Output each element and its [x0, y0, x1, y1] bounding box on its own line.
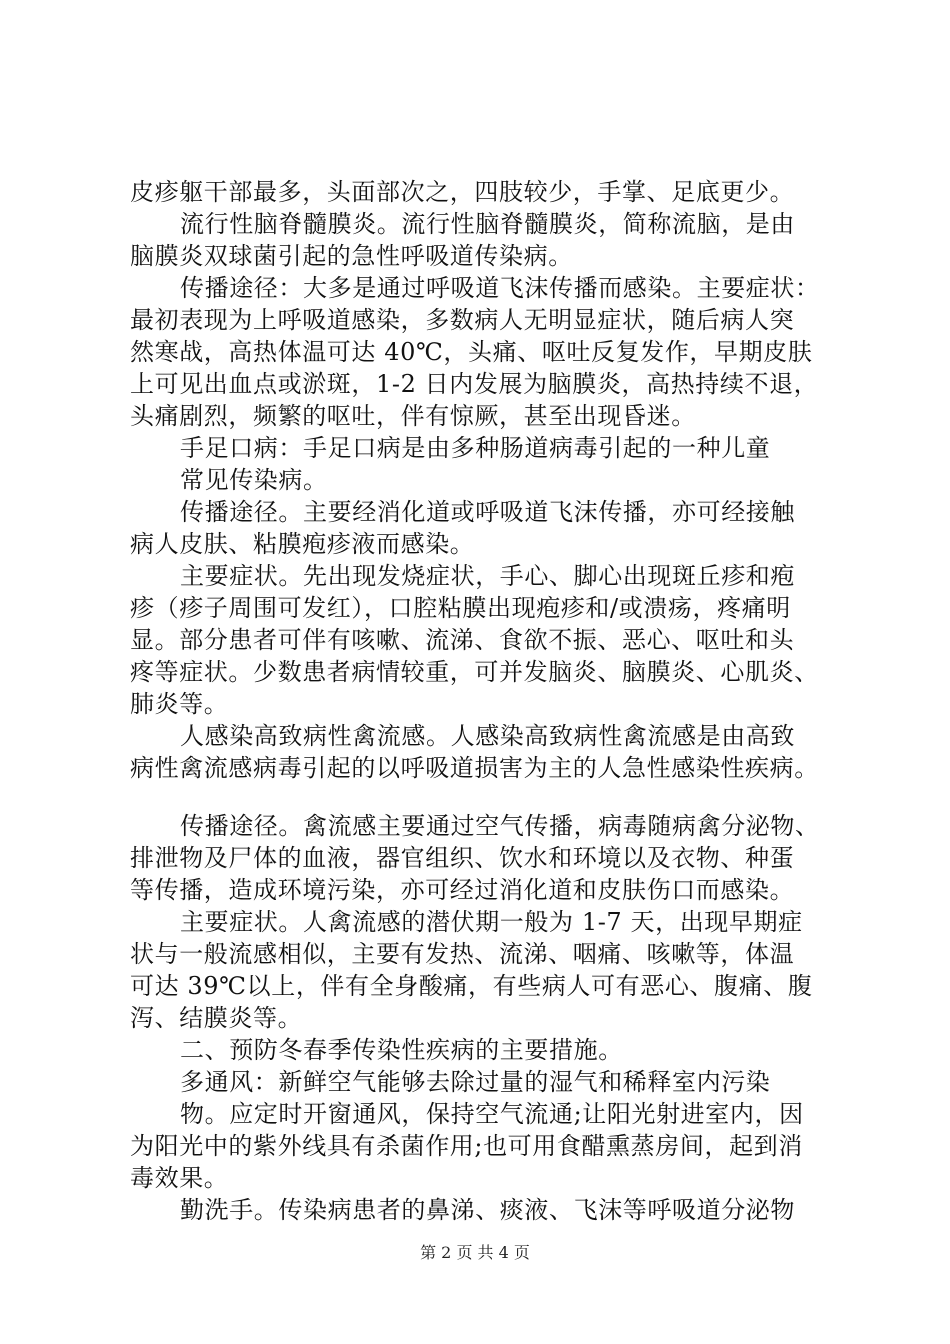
- text-line: 可达 39℃以上，伴有全身酸痛，有些病人可有恶心、腹痛、腹: [130, 972, 813, 1000]
- text-line: 毒效果。: [130, 1164, 229, 1192]
- text-line: 上可见出血点或淤斑，1-2 日内发展为脑膜炎，高热持续不退，: [130, 370, 819, 398]
- text-line: 常见传染病。: [180, 466, 328, 494]
- text-line: 显。部分患者可伴有咳嗽、流涕、食欲不振、恶心、呕吐和头: [130, 626, 795, 654]
- text-line: 头痛剧烈，频繁的呕吐，伴有惊厥，甚至出现昏迷。: [130, 402, 696, 430]
- text-line: 排泄物及尸体的血液，器官组织、饮水和环境以及衣物、种蛋: [130, 844, 795, 872]
- text-line: 人感染高致病性禽流感。人感染高致病性禽流感是由高致: [180, 722, 795, 750]
- text-line: 物。应定时开窗通风，保持空气流通;让阳光射进室内，因: [180, 1100, 804, 1128]
- text-line: 疹（疹子周围可发红），口腔粘膜出现疱疹和/或溃疡，疼痛明: [130, 594, 791, 622]
- text-line: 主要症状。人禽流感的潜伏期一般为 1-7 天，出现早期症: [180, 908, 803, 936]
- text-line: 传播途径：大多是通过呼吸道飞沫传播而感染。主要症状：: [180, 274, 820, 302]
- text-line: 最初表现为上呼吸道感染，多数病人无明显症状，随后病人突: [130, 306, 795, 334]
- text-line: 主要症状。先出现发烧症状，手心、脚心出现斑丘疹和疱: [180, 562, 795, 590]
- text-line: 病人皮肤、粘膜疱疹液而感染。: [130, 530, 475, 558]
- text-line: 勤洗手。传染病患者的鼻涕、痰液、飞沫等呼吸道分泌物: [180, 1196, 795, 1224]
- text-line: 脑膜炎双球菌引起的急性呼吸道传染病。: [130, 242, 573, 270]
- text-line: 状与一般流感相似，主要有发热、流涕、咽痛、咳嗽等，体温: [130, 940, 795, 968]
- text-line: 为阳光中的紫外线具有杀菌作用;也可用食醋熏蒸房间，起到消: [130, 1132, 803, 1160]
- text-line: 等传播，造成环境污染，亦可经过消化道和皮肤伤口而感染。: [130, 876, 795, 904]
- text-line: 皮疹躯干部最多，头面部次之，四肢较少，手掌、足底更少。: [130, 178, 795, 206]
- text-line: 二、预防冬春季传染性疾病的主要措施。: [180, 1036, 623, 1064]
- text-line: 疼等症状。少数患者病情较重，可并发脑炎、脑膜炎、心肌炎、: [130, 658, 819, 686]
- text-line: 病性禽流感病毒引起的以呼吸道损害为主的人急性感染性疾病。: [130, 754, 819, 782]
- text-line: 流行性脑脊髓膜炎。流行性脑脊髓膜炎，简称流脑，是由: [180, 210, 795, 238]
- text-line: 泻、结膜炎等。: [130, 1004, 303, 1032]
- page-number-footer: 第 2 页 共 4 页: [420, 1243, 530, 1262]
- text-line: 手足口病：手足口病是由多种肠道病毒引起的一种儿童: [180, 434, 771, 462]
- text-line: 肺炎等。: [130, 690, 229, 718]
- text-line: 传播途径。主要经消化道或呼吸道飞沫传播，亦可经接触: [180, 498, 795, 526]
- text-line: 多通风：新鲜空气能够去除过量的湿气和稀释室内污染: [180, 1068, 771, 1096]
- text-line: 传播途径。禽流感主要通过空气传播，病毒随病禽分泌物、: [180, 812, 820, 840]
- text-line: 然寒战，高热体温可达 40℃，头痛、呕吐反复发作，早期皮肤: [130, 338, 813, 366]
